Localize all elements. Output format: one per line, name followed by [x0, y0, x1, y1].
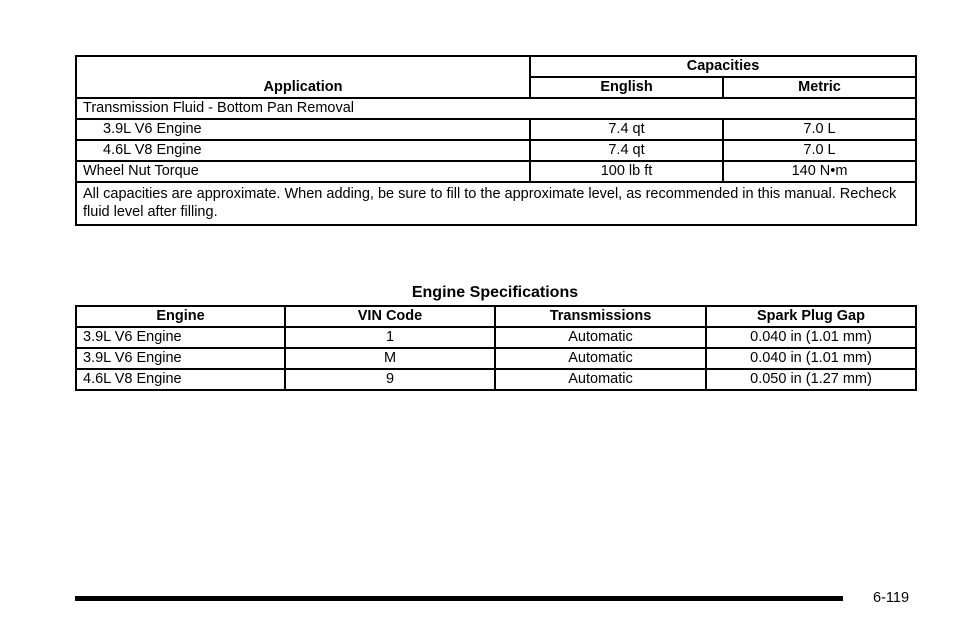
cell-spark-plug-gap: 0.040 in (1.01 mm)	[706, 348, 916, 369]
footer-rule	[75, 596, 843, 601]
capacities-table	[75, 55, 917, 226]
table-row	[76, 327, 916, 348]
header-vin-code: VIN Code	[285, 306, 495, 327]
table-row	[76, 140, 916, 161]
table-row-note	[76, 182, 916, 225]
cell-spark-plug-gap: 0.050 in (1.27 mm)	[706, 369, 916, 390]
cell-vin-code: M	[285, 348, 495, 369]
cell-metric: 140 N•m	[723, 161, 916, 182]
cell-application: 4.6L V8 Engine	[76, 140, 530, 161]
table-row	[76, 369, 916, 390]
table-row	[76, 119, 916, 140]
section-label: Transmission Fluid - Bottom Pan Removal	[76, 98, 916, 119]
cell-metric: 7.0 L	[723, 140, 916, 161]
cell-english: 7.4 qt	[530, 140, 723, 161]
header-transmissions: Transmissions	[495, 306, 706, 327]
cell-spark-plug-gap: 0.040 in (1.01 mm)	[706, 327, 916, 348]
capacities-note: All capacities are approximate. When adding, be sure to fill to the approximate level, as recommended in this manual. Recheck fluid level after filling.	[76, 182, 916, 225]
table-row-section	[76, 98, 916, 119]
page-number: 6-119	[873, 590, 910, 606]
cell-vin-code: 1	[285, 327, 495, 348]
cell-engine: 4.6L V8 Engine	[76, 369, 285, 390]
cell-transmission: Automatic	[495, 348, 706, 369]
engine-specs-table	[75, 305, 917, 391]
cell-vin-code: 9	[285, 369, 495, 390]
cell-engine: 3.9L V6 Engine	[76, 348, 285, 369]
header-english: English	[530, 77, 723, 98]
header-metric: Metric	[723, 77, 916, 98]
header-spark-plug-gap: Spark Plug Gap	[706, 306, 916, 327]
header-capacities: Capacities	[530, 56, 916, 77]
cell-english: 100 lb ft	[530, 161, 723, 182]
cell-engine: 3.9L V6 Engine	[76, 327, 285, 348]
cell-application: 3.9L V6 Engine	[76, 119, 530, 140]
cell-transmission: Automatic	[495, 327, 706, 348]
cell-metric: 7.0 L	[723, 119, 916, 140]
cell-application: Wheel Nut Torque	[76, 161, 530, 182]
cell-transmission: Automatic	[495, 369, 706, 390]
table-row	[76, 348, 916, 369]
cell-english: 7.4 qt	[530, 119, 723, 140]
header-engine: Engine	[76, 306, 285, 327]
engine-specs-title: Engine Specifications	[411, 284, 579, 301]
table-row	[76, 161, 916, 182]
header-application: Application	[76, 56, 530, 98]
